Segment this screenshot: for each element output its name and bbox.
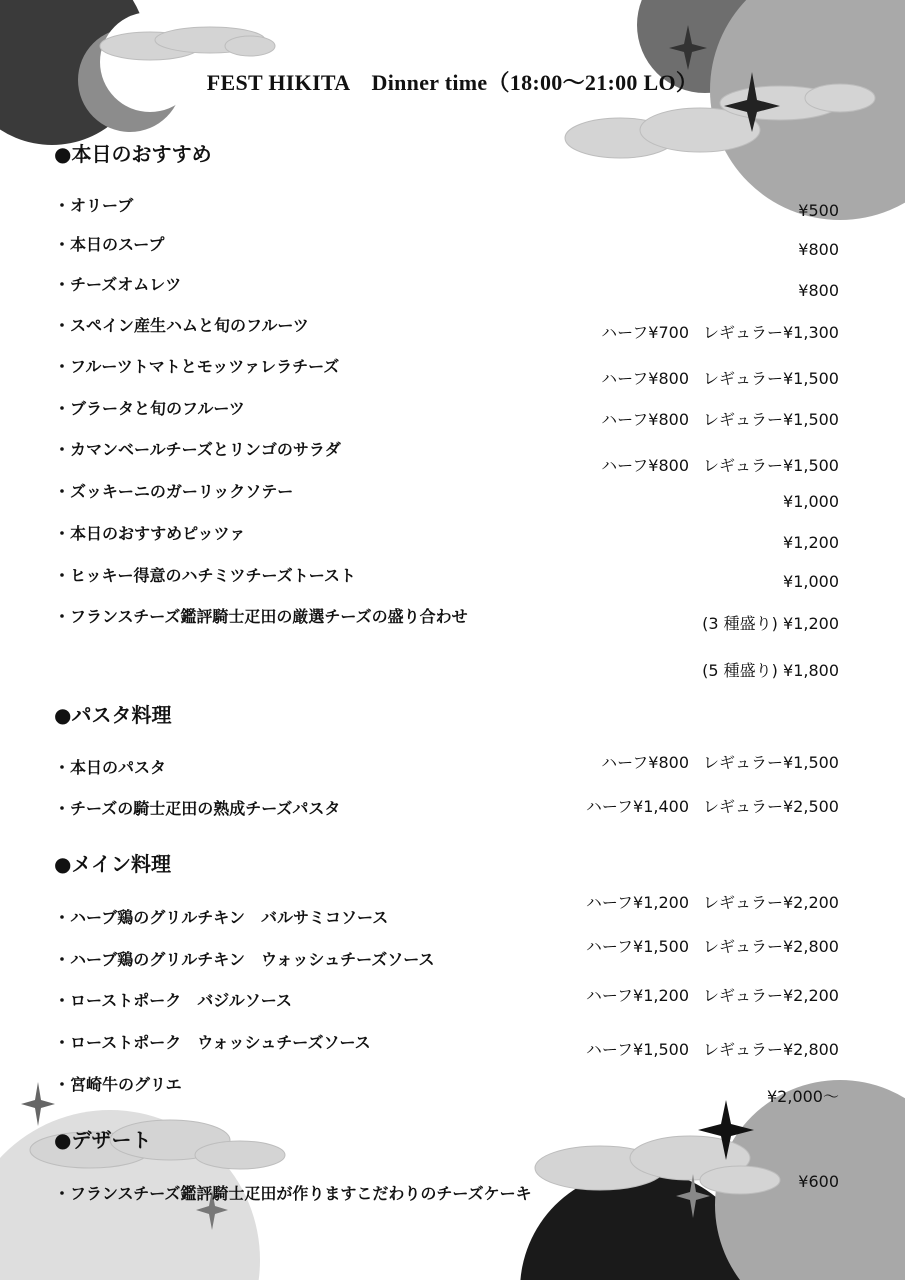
price-miyazaki-beef: ¥2,000～ — [767, 1087, 839, 1106]
price-regular: レギュラー¥2,800 — [703, 1040, 839, 1059]
price-regular: レギュラー¥1,500 — [703, 410, 839, 429]
price-regular: レギュラー¥1,500 — [703, 753, 839, 772]
price-regular: レギュラー¥1,500 — [703, 456, 839, 475]
price-burrata — [601, 407, 839, 430]
price-tomato — [601, 366, 839, 389]
price-half: ハーフ¥800 — [601, 369, 689, 388]
price-pork-basil — [586, 983, 839, 1006]
price-half: ハーフ¥700 — [601, 323, 689, 342]
item-pork-basil: ・ローストポーク バジルソース — [54, 991, 293, 1010]
price-zucchini: ¥1,000 — [783, 492, 839, 511]
price-olive: ¥500 — [798, 201, 839, 220]
item-camembert: ・カマンベールチーズとリンゴのサラダ — [54, 440, 341, 459]
item-miyazaki-beef: ・宮崎牛のグリエ — [54, 1075, 182, 1094]
price-regular: レギュラー¥2,200 — [703, 986, 839, 1005]
price-chicken-balsamic — [586, 890, 839, 913]
price-aged-cheese-pasta — [586, 794, 839, 817]
price-half: ハーフ¥1,200 — [585, 986, 689, 1005]
section-heading-recommend: ●本日のおすすめ — [54, 142, 212, 166]
item-pork-wash-cheese: ・ローストポーク ウォッシュチーズソース — [54, 1033, 371, 1052]
price-half: ハーフ¥1,400 — [585, 797, 689, 816]
price-pork-wash-cheese — [586, 1037, 839, 1060]
item-pizza: ・本日のおすすめピッツァ — [54, 524, 246, 543]
price-omelette: ¥800 — [798, 281, 839, 300]
section-heading-dessert: ●デザート — [54, 1128, 152, 1152]
item-burrata: ・ブラータと旬のフルーツ — [54, 399, 245, 418]
price-ham — [601, 320, 839, 343]
section-heading-pasta: ●パスタ料理 — [54, 703, 172, 727]
item-cheesecake: ・フランスチーズ鑑評騎士疋田が作りますこだわりのチーズケーキ — [54, 1184, 532, 1203]
item-toast: ・ヒッキー得意のハチミツチーズトースト — [54, 566, 356, 585]
item-zucchini: ・ズッキーニのガーリックソテー — [54, 482, 294, 501]
price-camembert — [601, 453, 839, 476]
menu-title: FEST HIKITA Dinner time（18:00～21:00 LO） — [206, 70, 699, 95]
item-ham: ・スペイン産生ハムと旬のフルーツ — [54, 316, 309, 335]
price-soup: ¥800 — [798, 240, 839, 259]
item-aged-cheese-pasta: ・チーズの騎士疋田の熟成チーズパスタ — [54, 799, 341, 818]
price-half: ハーフ¥800 — [601, 753, 689, 772]
price-half: ハーフ¥1,200 — [585, 893, 689, 912]
price-half: ハーフ¥1,500 — [585, 937, 689, 956]
section-heading-main: ●メイン料理 — [54, 852, 172, 876]
price-pizza: ¥1,200 — [783, 533, 839, 552]
star-bottom-left — [21, 1082, 55, 1126]
price-regular: レギュラー¥1,300 — [703, 323, 839, 342]
item-chicken-wash-cheese: ・ハーブ鶏のグリルチキン ウォッシュチーズソース — [54, 950, 435, 969]
item-tomato: ・フルーツトマトとモッツァレラチーズ — [54, 357, 340, 376]
price-half: ハーフ¥1,500 — [585, 1040, 689, 1059]
price-regular: レギュラー¥1,500 — [703, 369, 839, 388]
item-soup: ・本日のスープ — [54, 235, 165, 254]
item-daily-pasta: ・本日のパスタ — [54, 758, 167, 777]
item-cheese-platter: ・フランスチーズ鑑評騎士疋田の厳選チーズの盛り合わせ — [54, 607, 468, 626]
price-daily-pasta — [601, 750, 839, 773]
item-omelette: ・チーズオムレツ — [54, 275, 182, 294]
price-half: ハーフ¥800 — [601, 456, 689, 475]
price-cheese-platter-3: (3 種盛り) ¥1,200 — [702, 614, 839, 633]
price-chicken-wash-cheese — [586, 934, 839, 957]
price-half: ハーフ¥800 — [601, 410, 689, 429]
price-regular: レギュラー¥2,500 — [703, 797, 839, 816]
item-chicken-balsamic: ・ハーブ鶏のグリルチキン バルサミコソース — [54, 908, 389, 927]
price-toast: ¥1,000 — [783, 572, 839, 591]
price-regular: レギュラー¥2,800 — [703, 937, 839, 956]
item-olive: ・オリーブ — [54, 196, 134, 215]
price-regular: レギュラー¥2,200 — [703, 893, 839, 912]
price-cheesecake: ¥600 — [798, 1172, 839, 1191]
price-cheese-platter-5: (5 種盛り) ¥1,800 — [702, 661, 839, 680]
